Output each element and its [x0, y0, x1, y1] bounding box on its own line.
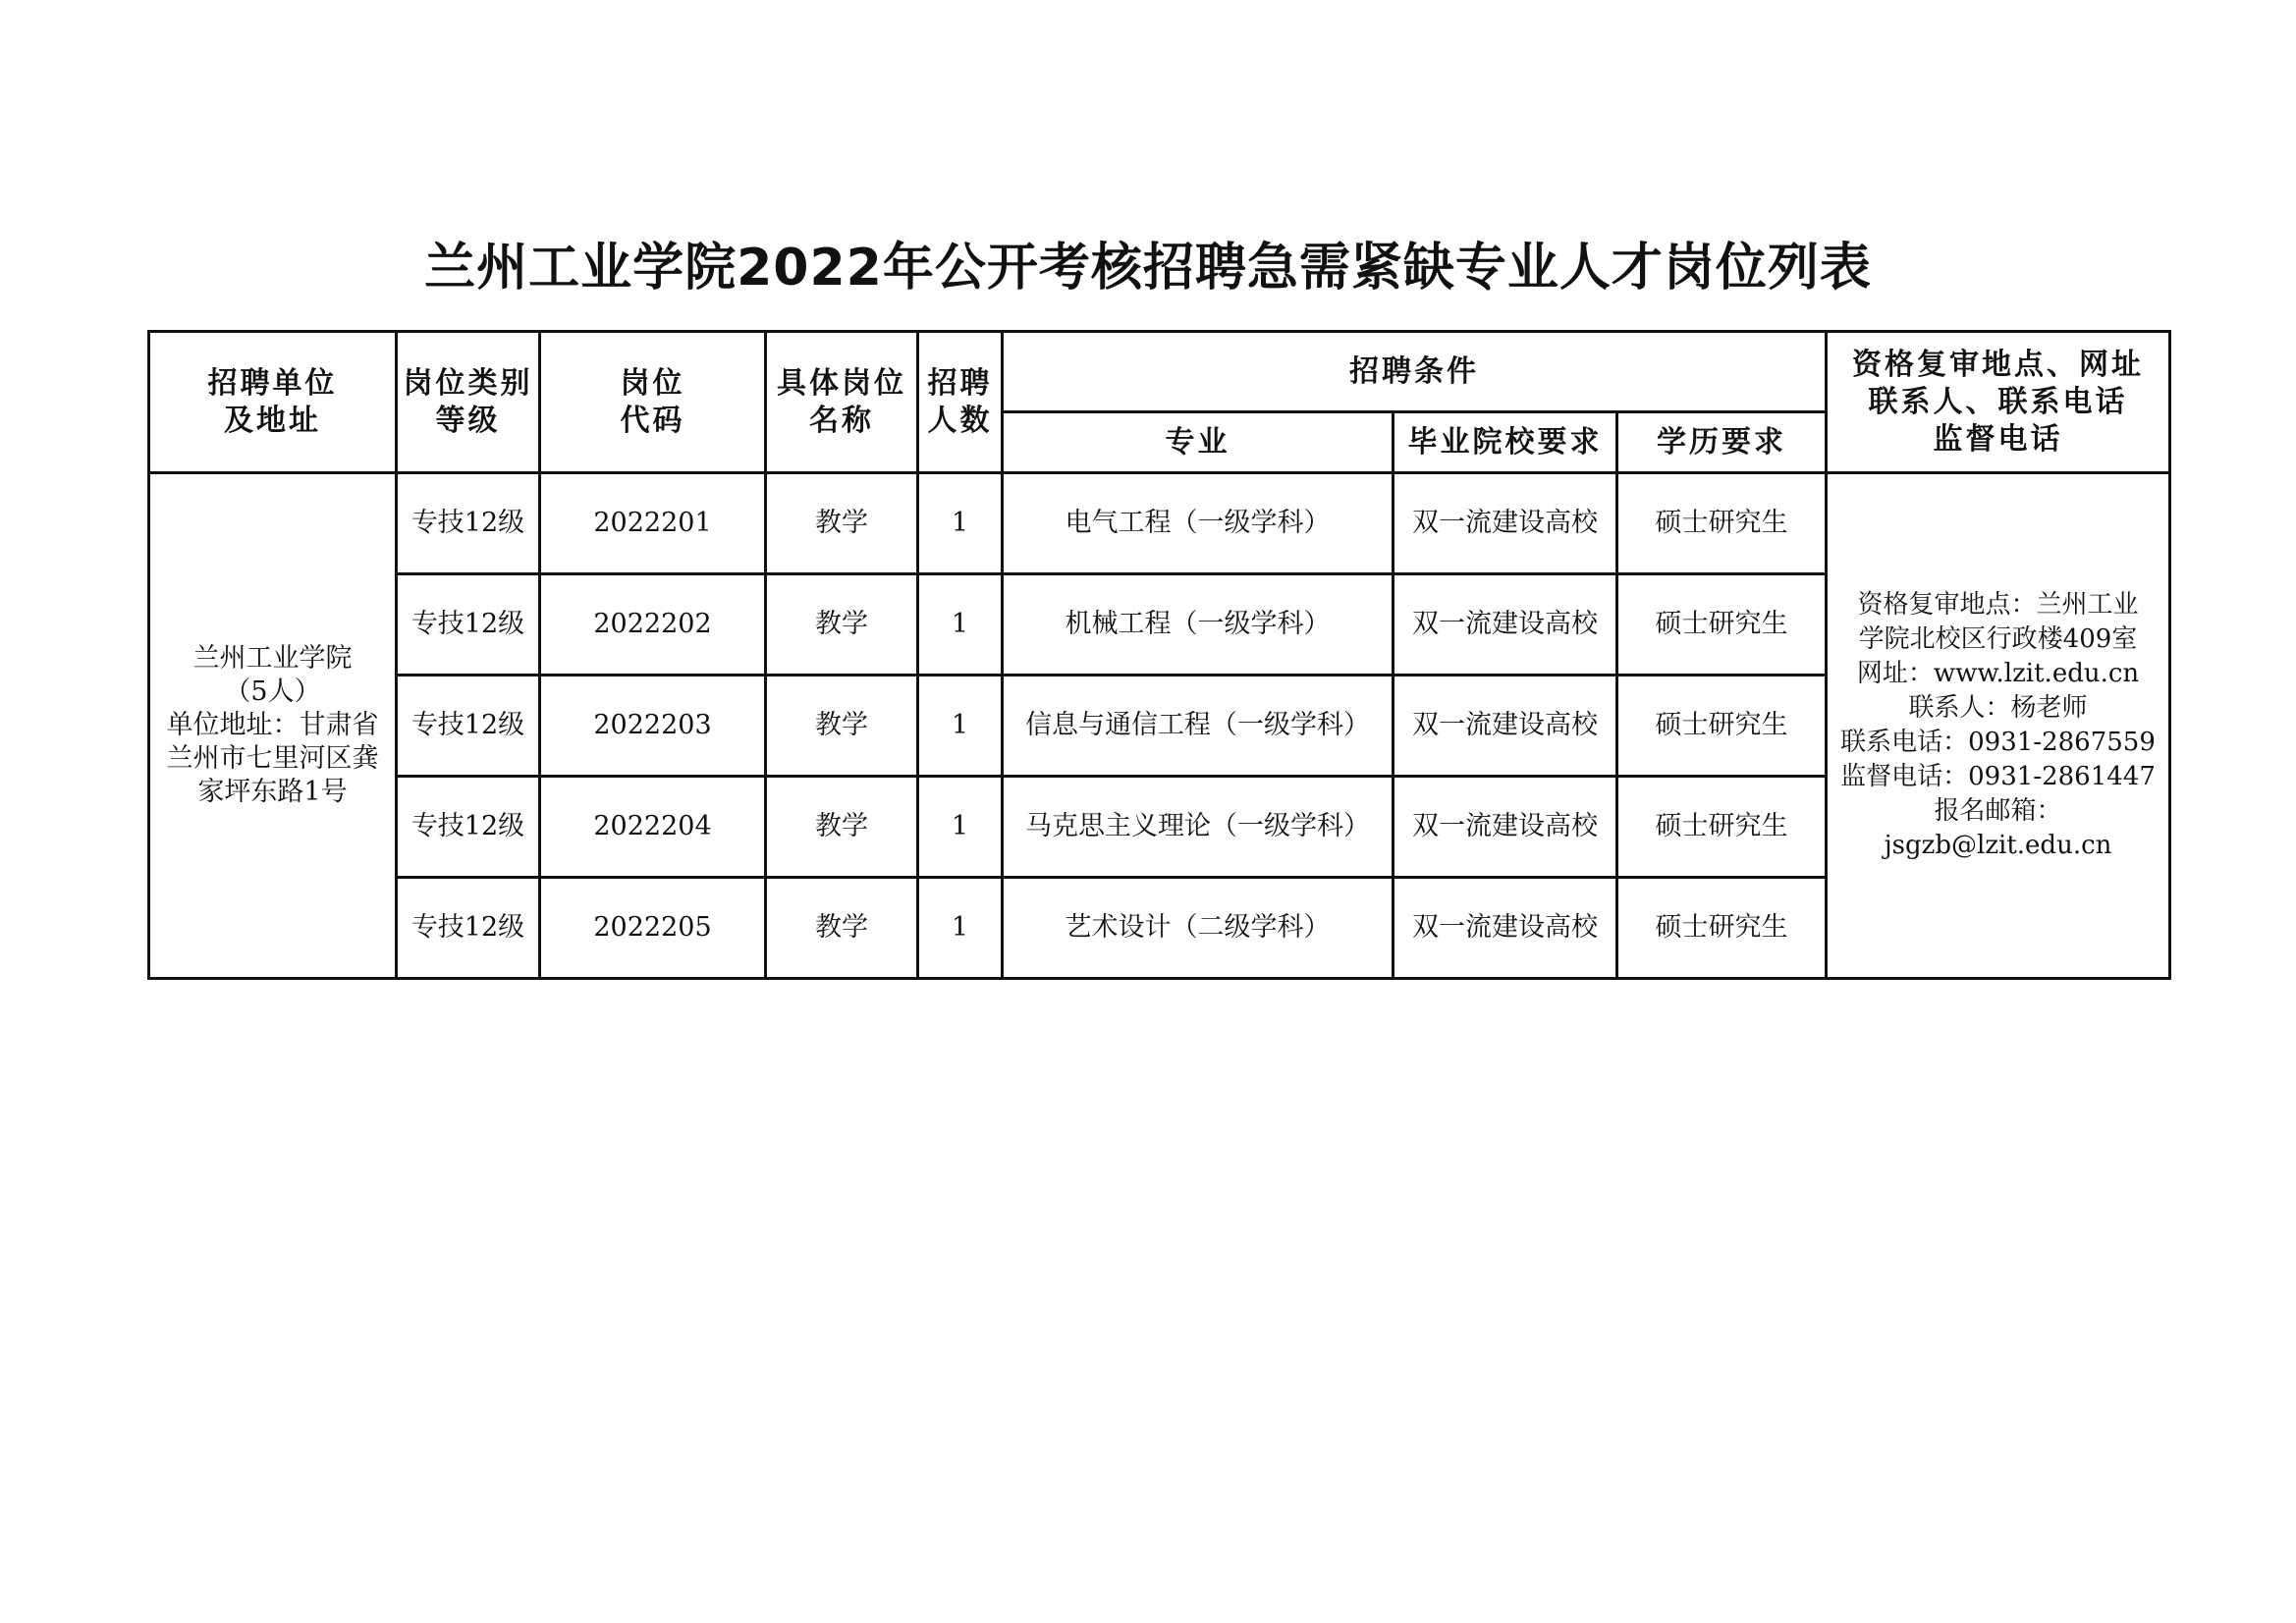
count-cell: 1 — [918, 878, 1003, 979]
header-unit: 招聘单位 及地址 — [149, 332, 397, 473]
major-cell: 信息与通信工程（一级学科） — [1003, 676, 1394, 777]
school-cell: 双一流建设高校 — [1394, 777, 1617, 878]
degree-cell: 硕士研究生 — [1617, 777, 1827, 878]
header-post-name: 具体岗位 名称 — [766, 332, 918, 473]
header-conditions: 招聘条件 — [1003, 332, 1827, 412]
header-code: 岗位 代码 — [540, 332, 766, 473]
contact-cell: 资格复审地点：兰州工业 学院北校区行政楼409室 网址：www.lzit.edu.cn 联系人：杨老师 联系电话：0931-2867559 监督电话：0931-2861447 报名邮箱： jsgzb@lzit.edu.cn — [1827, 473, 2170, 979]
degree-cell: 硕士研究生 — [1617, 574, 1827, 676]
code-cell: 2022204 — [540, 777, 766, 878]
positions-table — [147, 330, 2171, 980]
category-cell: 专技12级 — [397, 878, 540, 979]
category-cell: 专技12级 — [397, 676, 540, 777]
degree-cell: 硕士研究生 — [1617, 676, 1827, 777]
category-cell: 专技12级 — [397, 473, 540, 574]
post-cell: 教学 — [766, 473, 918, 574]
code-cell: 2022203 — [540, 676, 766, 777]
code-cell: 2022201 — [540, 473, 766, 574]
header-count: 招聘 人数 — [918, 332, 1003, 473]
header-category: 岗位类别 等级 — [397, 332, 540, 473]
post-cell: 教学 — [766, 777, 918, 878]
code-cell: 2022205 — [540, 878, 766, 979]
page-title: 兰州工业学院2022年公开考核招聘急需紧缺专业人才岗位列表 — [424, 239, 1872, 298]
post-cell: 教学 — [766, 676, 918, 777]
major-cell: 机械工程（一级学科） — [1003, 574, 1394, 676]
header-contact: 资格复审地点、网址 联系人、联系电话 监督电话 — [1827, 332, 2170, 473]
count-cell: 1 — [918, 473, 1003, 574]
school-cell: 双一流建设高校 — [1394, 574, 1617, 676]
major-cell: 马克思主义理论（一级学科） — [1003, 777, 1394, 878]
code-cell: 2022202 — [540, 574, 766, 676]
post-cell: 教学 — [766, 878, 918, 979]
degree-cell: 硕士研究生 — [1617, 878, 1827, 979]
post-cell: 教学 — [766, 574, 918, 676]
header-school: 毕业院校要求 — [1394, 412, 1617, 473]
unit-cell: 兰州工业学院 （5人） 单位地址：甘肃省 兰州市七里河区龚 家坪东路1号 — [149, 473, 397, 979]
header-row — [149, 332, 2170, 412]
category-cell: 专技12级 — [397, 574, 540, 676]
degree-cell: 硕士研究生 — [1617, 473, 1827, 574]
count-cell: 1 — [918, 676, 1003, 777]
school-cell: 双一流建设高校 — [1394, 473, 1617, 574]
school-cell: 双一流建设高校 — [1394, 676, 1617, 777]
header-degree: 学历要求 — [1617, 412, 1827, 473]
count-cell: 1 — [918, 777, 1003, 878]
school-cell: 双一流建设高校 — [1394, 878, 1617, 979]
major-cell: 电气工程（一级学科） — [1003, 473, 1394, 574]
header-major: 专业 — [1003, 412, 1394, 473]
category-cell: 专技12级 — [397, 777, 540, 878]
count-cell: 1 — [918, 574, 1003, 676]
table-row — [149, 473, 2170, 574]
major-cell: 艺术设计（二级学科） — [1003, 878, 1394, 979]
